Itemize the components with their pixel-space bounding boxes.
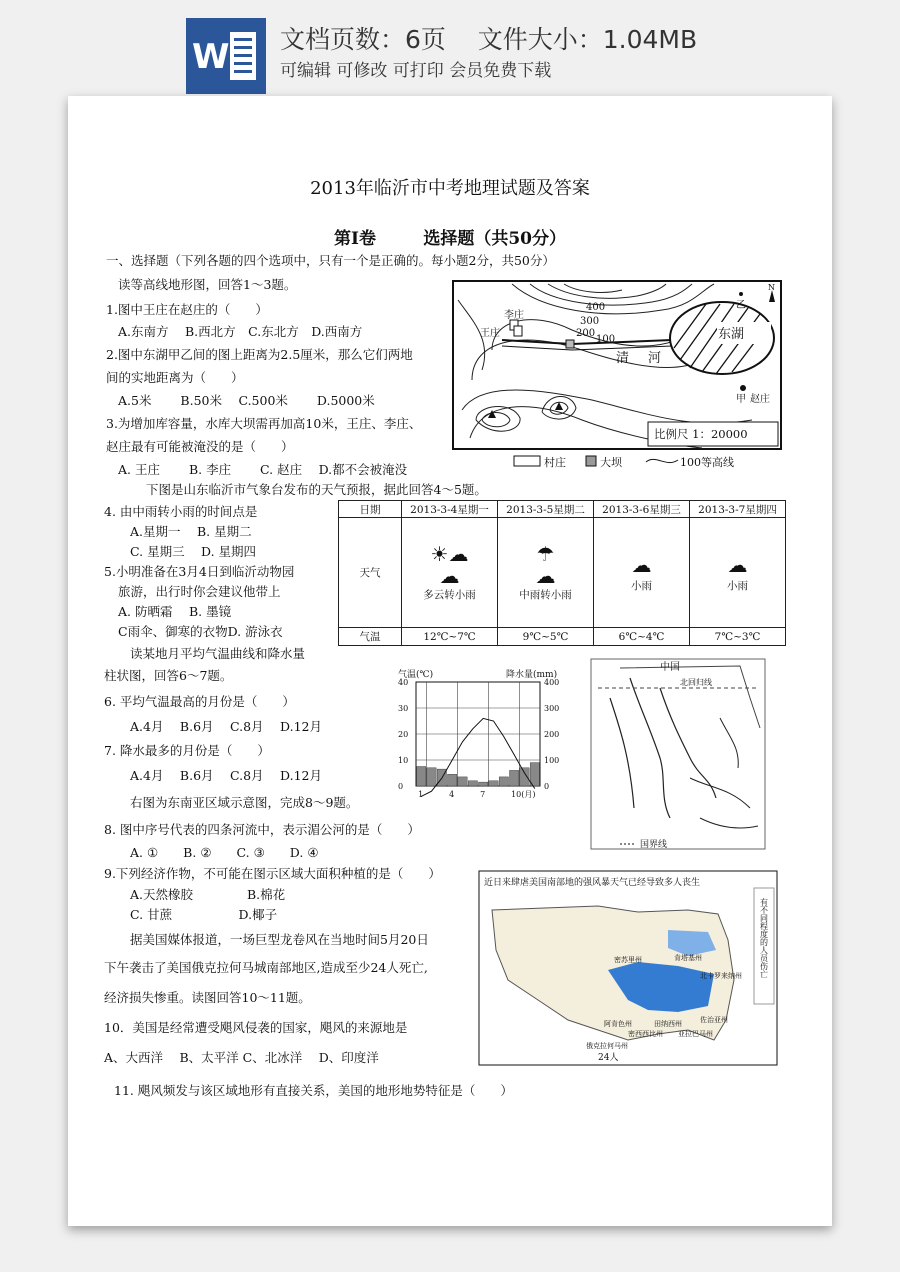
- sun-cloud-icon: ☀☁: [430, 542, 469, 566]
- contour-label: 清: [616, 351, 630, 366]
- contour-map: [452, 280, 784, 474]
- section-heading: 第Ⅰ卷 选择题（共50分）: [334, 229, 566, 249]
- question-intro: 下图是山东临沂市气象台发布的天气预报，据此回答4～5题。: [146, 482, 487, 497]
- question-5-cont: 旅游，出行时你会建议他带上: [118, 584, 281, 599]
- question-intro: 据美国媒体报道，一场巨型龙卷风在当地时间5月20日: [130, 932, 429, 947]
- legend-dam: 大坝: [600, 456, 622, 469]
- precip-bar: [448, 774, 457, 786]
- legend-contour: 100等高线: [680, 456, 734, 469]
- weather-desc: 多云转小雨: [423, 589, 476, 601]
- contour-label: 乙: [736, 300, 746, 311]
- weather-desc: 小雨: [727, 580, 748, 592]
- x-tick-label: 7: [480, 790, 486, 799]
- question-4-options: C. 星期三 D. 星期四: [130, 544, 257, 559]
- x-tick-label: 10(月): [511, 790, 536, 799]
- feature-list: 可编辑 可修改 可打印 会员免费下载: [280, 61, 552, 81]
- question-2-cont: 间的实地距离为（ ）: [106, 370, 244, 385]
- question-8-options: A. ① B. ② C. ③ D. ④: [130, 845, 319, 860]
- right-tick-label: 200: [544, 730, 560, 739]
- precip-bar: [458, 777, 467, 786]
- question-5-options: A. 防晒霜 B. 墨镜: [118, 604, 232, 619]
- right-axis-label: 降水量(mm): [506, 670, 558, 680]
- legend-village: 村庄: [544, 456, 566, 469]
- temp-cell: 12℃~7℃: [402, 628, 498, 646]
- southeast-asia-map: [590, 658, 766, 850]
- question-8: 8. 图中序号代表的四条河流中，表示湄公河的是（ ）: [104, 822, 420, 837]
- left-tick-label: 30: [398, 704, 409, 713]
- state-label: 肯塔基州: [674, 954, 702, 962]
- left-tick-label: 10: [398, 756, 409, 765]
- state-label: 佐治亚州: [700, 1016, 728, 1024]
- rain-cloud-icon: ☂: [536, 542, 555, 566]
- question-6-options: A.4月 B.6月 C.8月 D.12月: [130, 719, 322, 734]
- question-7: 7. 降水最多的月份是（ ）: [104, 743, 270, 758]
- precip-bar: [479, 782, 488, 786]
- question-10-options: A、大西洋 B、太平洋 C、北冰洋 D、印度洋: [104, 1050, 379, 1065]
- climate-chart: [394, 666, 570, 806]
- precip-bar: [417, 767, 426, 787]
- right-tick-label: 100: [544, 756, 560, 765]
- state-label: 密苏里州: [614, 956, 642, 964]
- map-label: 北回归线: [680, 678, 712, 687]
- page-count: 文档页数：6页: [280, 25, 446, 54]
- map-label: 中国: [660, 662, 680, 673]
- question-intro: 读某地月平均气温曲线和降水量: [130, 646, 306, 661]
- svg-text:W: W: [192, 37, 230, 77]
- map-legend-label: 国界线: [640, 840, 668, 850]
- contour-label: 王庄: [480, 328, 500, 339]
- question-intro: 读等高线地形图，回答1～3题。: [118, 277, 297, 292]
- precip-bar: [499, 777, 508, 786]
- exam-title: 2013年临沂市中考地理试题及答案: [310, 178, 590, 199]
- weather-desc: 中雨转小雨: [519, 589, 572, 601]
- contour-label: 400: [586, 302, 606, 313]
- north-arrow-label: N: [768, 283, 775, 292]
- left-tick-label: 20: [398, 730, 409, 739]
- rain-cloud-icon: ☁: [727, 553, 748, 577]
- table-header: 2013-3-5星期二: [498, 501, 594, 518]
- question-9-options: A.天然橡胶 B.棉花: [130, 887, 286, 902]
- question-2-options: A.5米 B.50米 C.500米 D.5000米: [118, 393, 375, 408]
- temp-cell: 6℃~4℃: [594, 628, 690, 646]
- temp-cell: 7℃~3℃: [690, 628, 786, 646]
- us-tornado-map: [478, 870, 778, 1066]
- weather-cell: [594, 518, 690, 628]
- x-tick-label: 1: [418, 790, 424, 799]
- question-10: 10．美国是经常遭受飓风侵袭的国家，飓风的来源地是: [104, 1020, 408, 1035]
- weather-cell: [498, 518, 594, 628]
- map-bottom-label: 俄克拉何马州: [586, 1042, 628, 1050]
- instructions: 一、选择题（下列各题的四个选项中，只有一个是正确的。每小题2分，共50分）: [106, 253, 555, 268]
- question-3-cont: 赵庄最有可能被淹没的是（ ）: [106, 439, 294, 454]
- table-header: 日期: [339, 501, 402, 518]
- map-side-note: 有不同程度的人员伤亡: [759, 898, 769, 978]
- question-1-options: A.东南方 B.西北方 C.东北方 D.西南方: [118, 324, 363, 339]
- question-intro-cont: 下午袭击了美国俄克拉何马城南部地区,造成至少24人死亡,: [104, 960, 428, 975]
- contour-label: 200: [576, 328, 596, 339]
- map-scale: 比例尺 1：20000: [654, 427, 748, 441]
- precip-bar: [468, 781, 477, 786]
- contour-label: 300: [580, 316, 600, 327]
- precip-bar: [510, 770, 519, 786]
- contour-label: 赵庄: [750, 394, 770, 405]
- download-banner: [0, 0, 900, 96]
- right-tick-label: 300: [544, 704, 560, 713]
- table-header: 2013-3-4星期一: [402, 501, 498, 518]
- weather-desc: 小雨: [631, 580, 652, 592]
- death-count: 24人: [598, 1053, 619, 1063]
- rain-cloud-icon: ☁: [631, 553, 652, 577]
- table-header: 2013-3-7星期四: [690, 501, 786, 518]
- state-label: 密西西比州: [628, 1030, 663, 1038]
- state-label: 北卡罗来纳州: [700, 972, 742, 980]
- left-axis-label: 气温(℃): [398, 670, 434, 680]
- x-tick-label: 4: [449, 790, 455, 799]
- state-label: 亚拉巴马州: [678, 1030, 713, 1038]
- contour-label: 李庄: [504, 310, 524, 321]
- question-1: 1.图中王庄在赵庄的（ ）: [106, 302, 268, 317]
- rain-cloud-icon: ☁: [439, 564, 460, 588]
- question-intro: 右图为东南亚区域示意图，完成8～9题。: [130, 795, 359, 810]
- state-label: 阿肯色州: [604, 1020, 632, 1028]
- right-tick-label: 0: [544, 782, 550, 791]
- precip-bar: [427, 768, 436, 786]
- question-2: 2.图中东湖甲乙间的图上距离为2.5厘米，那么它们两地: [106, 347, 413, 362]
- question-intro-cont: 经济损失惨重。读图回答10～11题。: [104, 990, 311, 1005]
- question-4: 4. 由中雨转小雨的时间点是: [104, 504, 258, 519]
- temp-cell: 9℃~5℃: [498, 628, 594, 646]
- file-size: 文件大小：1.04MB: [477, 25, 698, 54]
- question-6: 6. 平均气温最高的月份是（ ）: [104, 694, 295, 709]
- document-stats: [280, 20, 697, 56]
- table-header: 2013-3-6星期三: [594, 501, 690, 518]
- question-5: 5.小明准备在3月4日到临沂动物园: [104, 564, 295, 579]
- question-5-options: C雨伞、御寒的衣物D. 游泳衣: [118, 624, 283, 639]
- question-3: 3.为增加库容量，水库大坝需再加高10米，王庄、李庄、: [106, 416, 422, 431]
- document-page: [68, 96, 832, 1226]
- state-label: 田纳西州: [654, 1020, 682, 1028]
- row-label: 气温: [339, 628, 402, 646]
- question-intro-cont: 柱状图，回答6～7题。: [104, 668, 233, 683]
- map-caption: 近日来肆虐美国南部地的强风暴天气已经导致多人丧生: [484, 878, 701, 888]
- rain-cloud-icon: ☁: [535, 564, 556, 588]
- precip-bar: [489, 781, 498, 786]
- contour-label: 河: [648, 351, 662, 366]
- weather-cell: [690, 518, 786, 628]
- left-tick-label: 0: [398, 782, 404, 791]
- left-tick-label: 40: [398, 678, 409, 687]
- precip-bar: [520, 768, 529, 786]
- contour-label: 100: [596, 334, 616, 345]
- weather-forecast-table: [338, 500, 786, 646]
- question-7-options: A.4月 B.6月 C.8月 D.12月: [130, 768, 322, 783]
- contour-label: 东湖: [718, 327, 745, 342]
- row-label: 天气: [339, 518, 402, 628]
- right-tick-label: 400: [544, 678, 560, 687]
- question-9-options: C. 甘蔗 D.椰子: [130, 907, 278, 922]
- question-3-options: A. 王庄 B. 李庄 C. 赵庄 D.都不会被淹没: [118, 462, 408, 477]
- question-11: 11. 飓风频发与该区域地形有直接关系，美国的地形地势特征是（ ）: [114, 1083, 513, 1098]
- word-document-icon: [186, 18, 266, 94]
- contour-label: 甲: [736, 394, 746, 405]
- question-4-options: A.星期一 B. 星期二: [130, 524, 252, 539]
- precip-bar: [530, 763, 539, 786]
- question-9: 9.下列经济作物，不可能在图示区域大面积种植的是（ ）: [104, 866, 441, 881]
- weather-cell: [402, 518, 498, 628]
